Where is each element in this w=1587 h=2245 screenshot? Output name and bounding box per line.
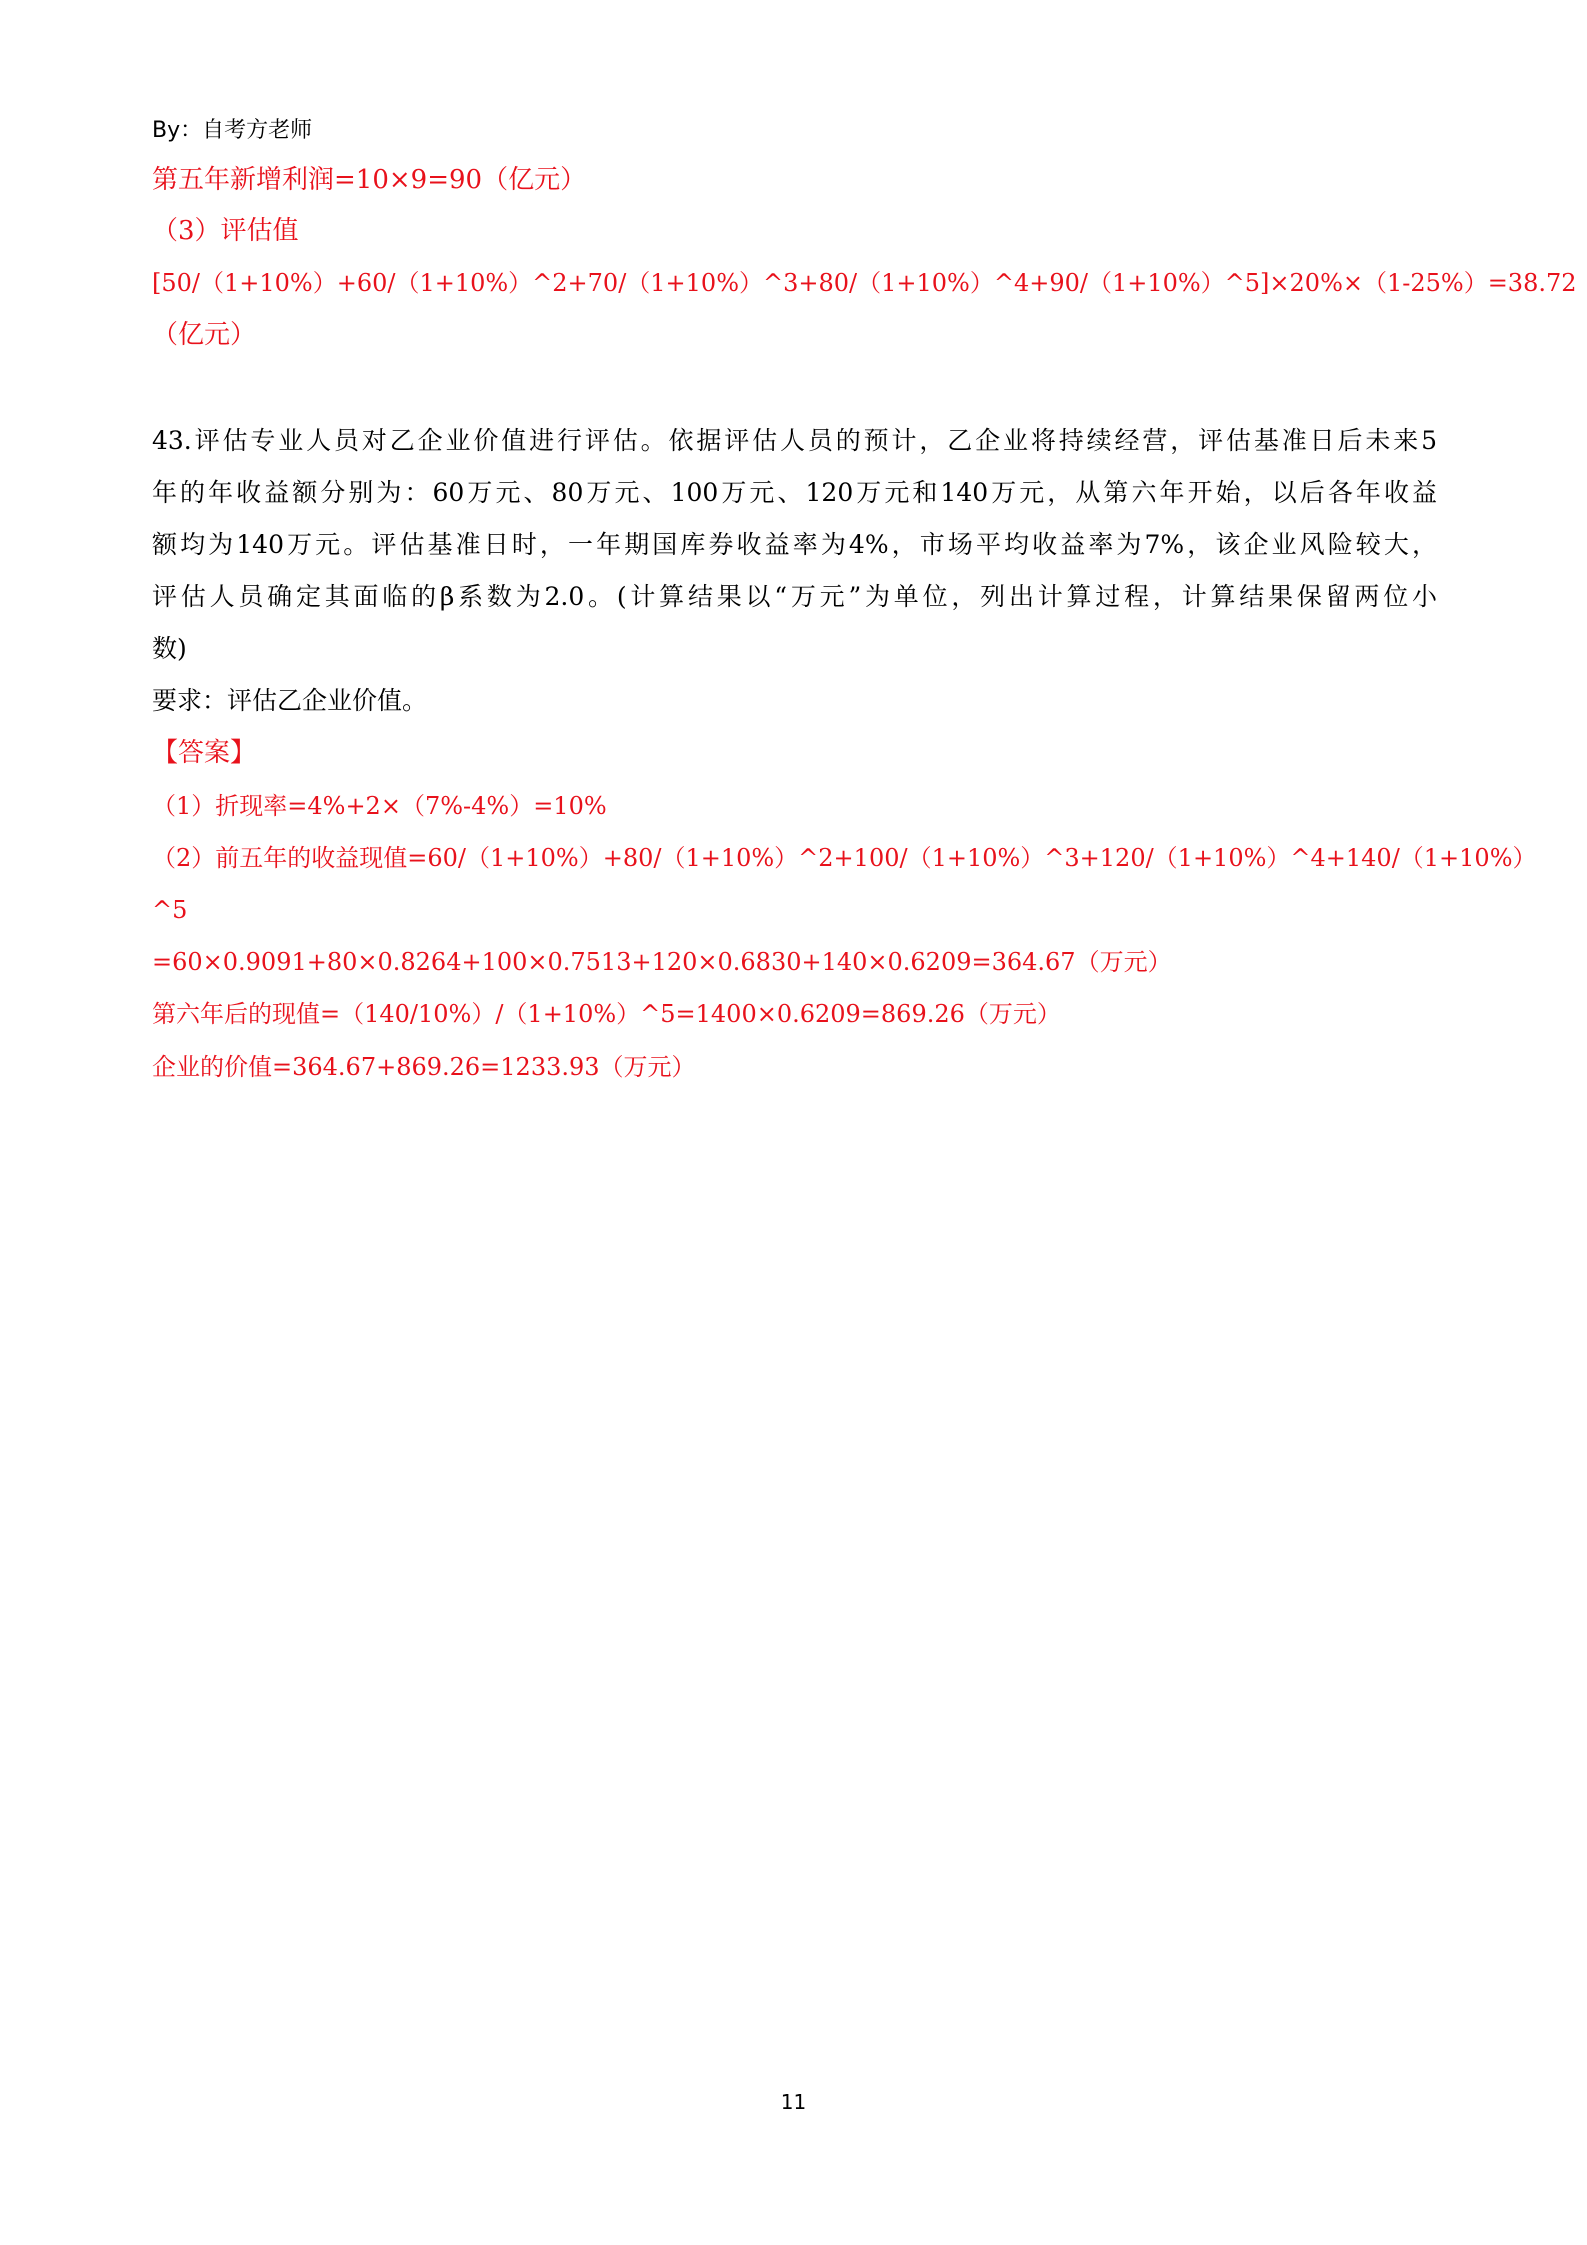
- question-requirement: 要求：评估乙企业价值。: [152, 686, 428, 715]
- question-line-1: 43.评估专业人员对乙企业价值进行评估。依据评估人员的预计，乙企业将持续经营，评估基准日后未来5: [152, 426, 1437, 455]
- page-number: 11: [780, 2090, 807, 2114]
- answer-step-1: （1）折现率=4%+2×（7%-4%）=10%: [152, 792, 607, 820]
- question-line-2: 年的年收益额分别为：60万元、80万元、100万元、120万元和140万元，从第六年开始，以后各年收益: [152, 478, 1437, 507]
- prev-answer-line-1: 第五年新增利润=10×9=90（亿元）: [152, 165, 587, 195]
- prev-answer-line-4: （亿元）: [152, 320, 257, 350]
- question-line-5: 数): [152, 634, 187, 663]
- answer-heading: 【答案】: [152, 738, 257, 768]
- author-header: By：自考方老师: [152, 118, 313, 143]
- prev-answer-line-2: （3）评估值: [152, 216, 299, 246]
- answer-step-2-line-3: =60×0.9091+80×0.8264+100×0.7513+120×0.6830+140×0.6209=364.67（万元）: [152, 948, 1172, 976]
- prev-answer-line-3: [50/（1+10%）+60/（1+10%）^2+70/（1+10%）^3+80/（1+10%）^4+90/（1+10%）^5]×20%×（1-25%）=38.72: [152, 269, 1577, 297]
- answer-step-4: 企业的价值=364.67+869.26=1233.93（万元）: [152, 1053, 696, 1081]
- question-line-4: 评估人员确定其面临的β系数为2.0。(计算结果以“万元”为单位，列出计算过程，计算结果保留两位小: [152, 582, 1437, 611]
- answer-step-2-line-2: ^5: [152, 896, 188, 924]
- question-line-3: 额均为140万元。评估基准日时，一年期国库券收益率为4%，市场平均收益率为7%，该企业风险较大，: [152, 530, 1437, 559]
- answer-step-3: 第六年后的现值=（140/10%）/（1+10%）^5=1400×0.6209=869.26（万元）: [152, 1000, 1061, 1028]
- answer-step-2-line-1: （2）前五年的收益现值=60/（1+10%）+80/（1+10%）^2+100/（1+10%）^3+120/（1+10%）^4+140/（1+10%）: [152, 844, 1537, 872]
